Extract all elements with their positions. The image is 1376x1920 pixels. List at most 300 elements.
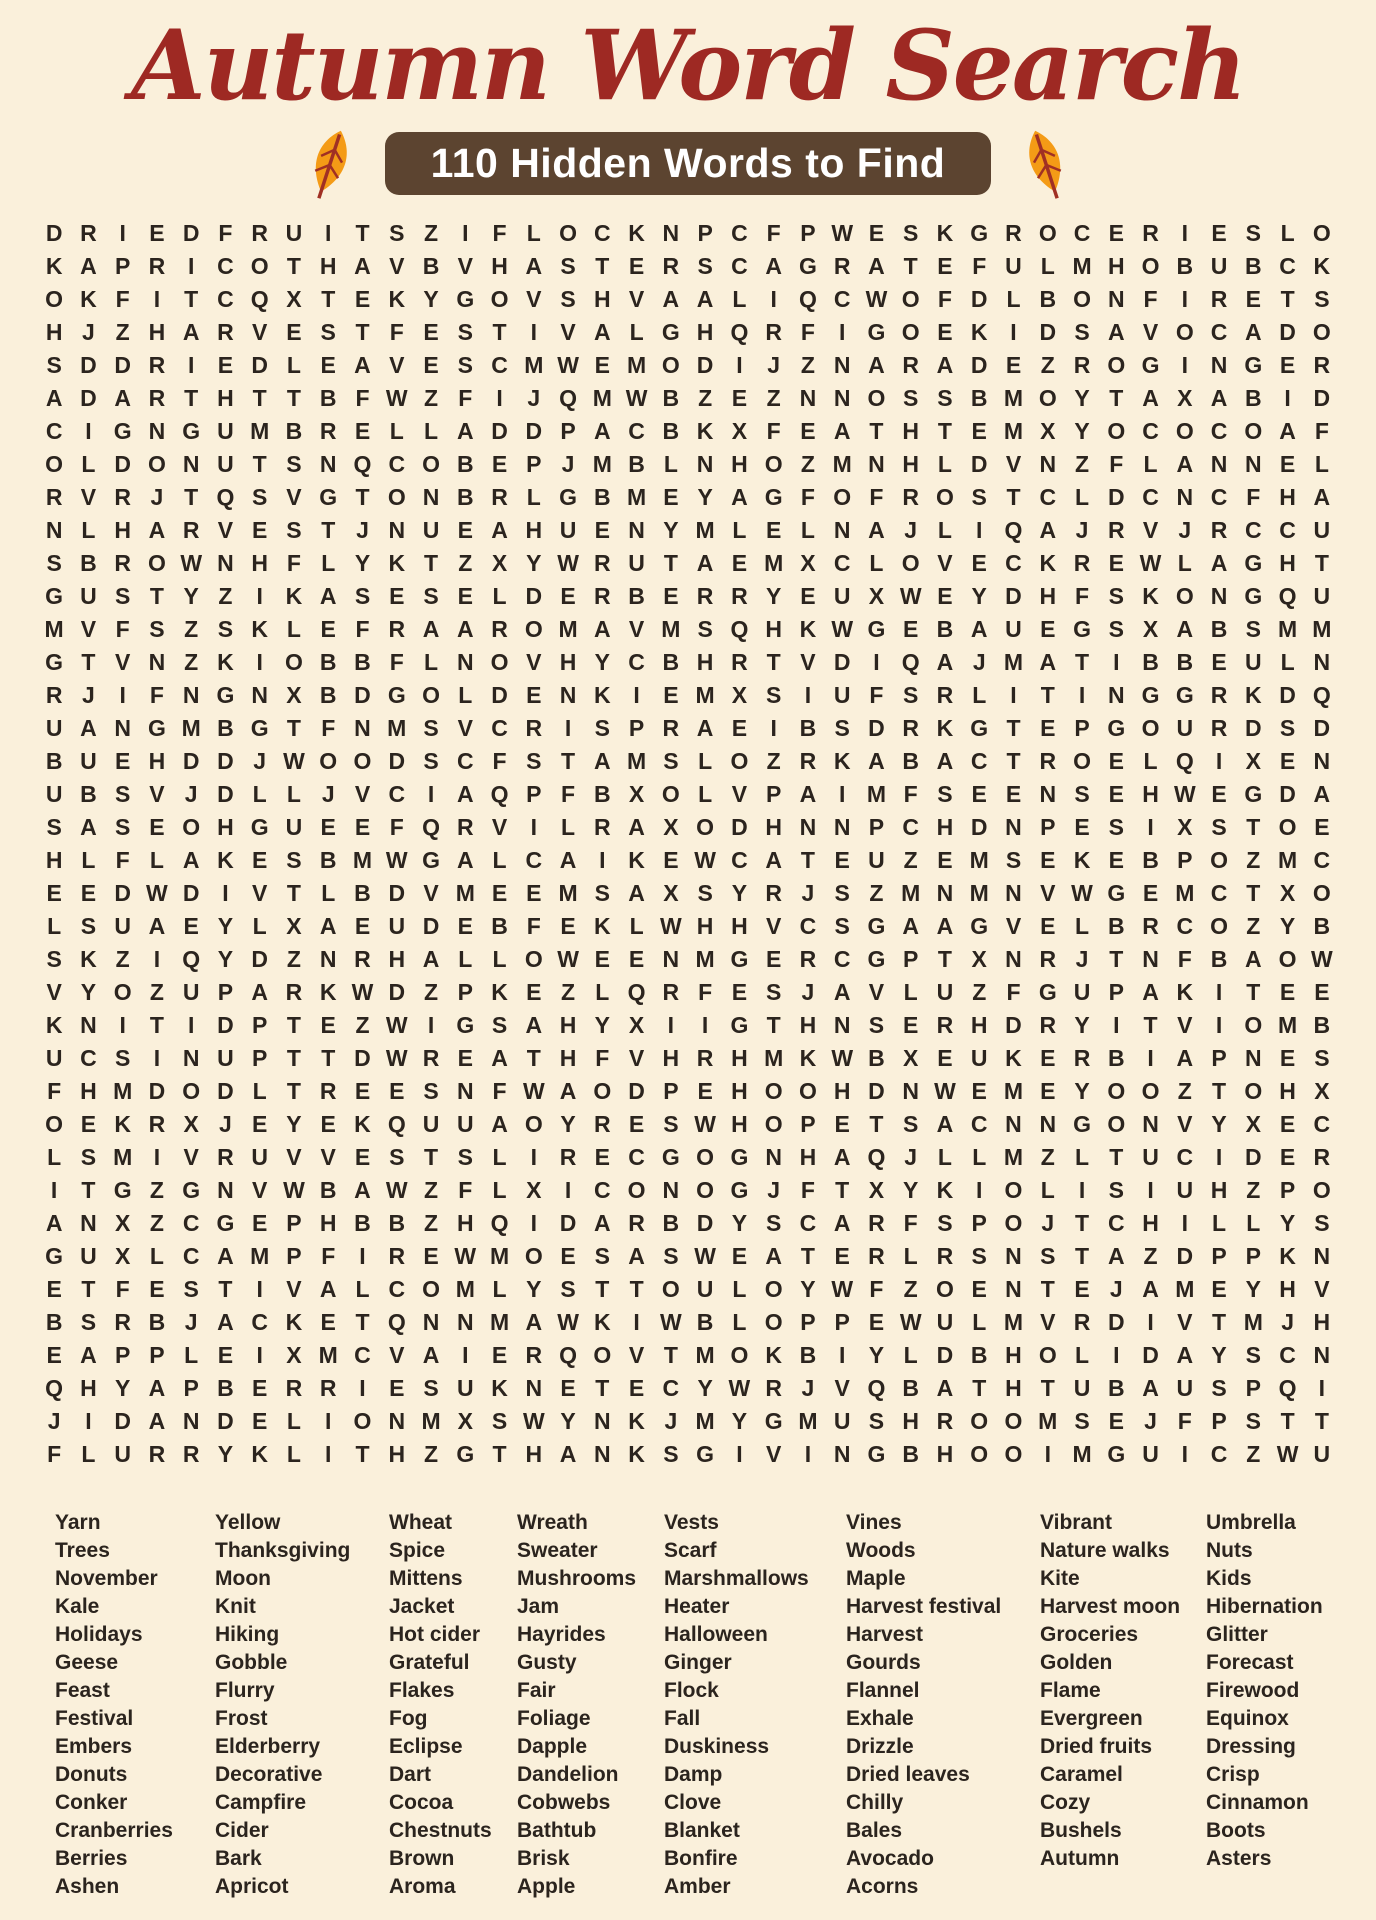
grid-cell[interactable]: S — [1108, 582, 1124, 609]
grid-cell[interactable]: N — [1005, 813, 1022, 840]
grid-cell[interactable]: E — [1314, 813, 1330, 840]
grid-cell[interactable]: X — [1142, 615, 1159, 642]
grid-cell[interactable]: T — [286, 1011, 301, 1038]
grid-cell[interactable]: Z — [1074, 450, 1090, 477]
grid-cell[interactable]: H — [902, 1407, 920, 1434]
grid-cell[interactable]: F — [1177, 945, 1192, 972]
grid-cell[interactable]: U — [1176, 714, 1194, 741]
grid-cell[interactable]: S — [903, 384, 919, 411]
grid-cell[interactable]: X — [1177, 813, 1193, 840]
grid-cell[interactable]: N — [765, 1143, 782, 1170]
grid-cell[interactable]: Z — [800, 450, 815, 477]
grid-cell[interactable]: O — [490, 648, 509, 675]
grid-cell[interactable]: L — [1074, 912, 1090, 939]
grid-cell[interactable]: E — [354, 813, 371, 840]
grid-cell[interactable]: B — [319, 846, 337, 873]
grid-cell[interactable]: V — [252, 1176, 268, 1203]
grid-cell[interactable]: N — [251, 681, 269, 708]
grid-cell[interactable]: R — [1142, 219, 1159, 246]
grid-cell[interactable]: T — [595, 1374, 610, 1401]
grid-cell[interactable]: K — [45, 1011, 63, 1038]
grid-cell[interactable]: E — [80, 1110, 97, 1137]
grid-cell[interactable]: O — [1141, 252, 1160, 279]
grid-cell[interactable]: H — [45, 846, 63, 873]
grid-cell[interactable]: M — [1003, 1077, 1024, 1104]
grid-cell[interactable]: D — [422, 912, 440, 939]
grid-cell[interactable]: F — [1006, 978, 1021, 1005]
grid-cell[interactable]: B — [388, 1209, 406, 1236]
grid-cell[interactable]: U — [285, 219, 303, 246]
grid-cell[interactable]: L — [81, 516, 96, 543]
grid-cell[interactable]: E — [526, 978, 542, 1005]
grid-cell[interactable]: U — [696, 1275, 714, 1302]
grid-cell[interactable]: I — [530, 813, 537, 840]
grid-cell[interactable]: T — [800, 1242, 815, 1269]
grid-cell[interactable]: D — [1279, 318, 1296, 345]
grid-cell[interactable]: M — [1038, 1407, 1058, 1434]
grid-cell[interactable]: D — [80, 384, 97, 411]
grid-cell[interactable]: N — [1005, 1242, 1022, 1269]
grid-cell[interactable]: J — [1075, 945, 1089, 972]
grid-cell[interactable]: R — [1210, 285, 1228, 312]
grid-cell[interactable]: F — [458, 1176, 473, 1203]
grid-cell[interactable]: G — [867, 318, 886, 345]
grid-cell[interactable]: D — [114, 351, 131, 378]
grid-cell[interactable]: C — [1142, 483, 1159, 510]
grid-cell[interactable]: A — [833, 417, 851, 444]
word-item[interactable]: Forecast — [1206, 1650, 1294, 1674]
grid-cell[interactable]: D — [1107, 1308, 1125, 1335]
grid-cell[interactable]: V — [731, 780, 748, 807]
grid-cell[interactable]: Q — [1312, 681, 1331, 708]
grid-cell[interactable]: Z — [218, 582, 233, 609]
grid-cell[interactable]: O — [1141, 1077, 1160, 1104]
grid-cell[interactable]: K — [765, 1341, 782, 1368]
grid-cell[interactable]: C — [628, 648, 645, 675]
grid-cell[interactable]: L — [492, 582, 507, 609]
grid-cell[interactable]: Z — [115, 945, 130, 972]
grid-cell[interactable]: I — [1010, 318, 1017, 345]
grid-cell[interactable]: B — [1142, 846, 1159, 873]
grid-cell[interactable]: O — [1141, 714, 1160, 741]
grid-cell[interactable]: E — [1108, 549, 1124, 576]
grid-cell[interactable]: R — [182, 1440, 200, 1467]
grid-cell[interactable]: V — [80, 483, 97, 510]
grid-cell[interactable]: E — [320, 813, 336, 840]
grid-cell[interactable]: J — [767, 351, 781, 378]
grid-cell[interactable]: A — [1245, 318, 1262, 345]
grid-cell[interactable]: J — [527, 384, 541, 411]
grid-cell[interactable]: P — [526, 780, 542, 807]
grid-cell[interactable]: Z — [423, 1176, 439, 1203]
grid-cell[interactable]: N — [662, 219, 680, 246]
grid-cell[interactable]: F — [355, 384, 370, 411]
grid-cell[interactable]: H — [217, 384, 234, 411]
grid-cell[interactable]: C — [217, 252, 234, 279]
grid-cell[interactable]: T — [1040, 1275, 1055, 1302]
grid-cell[interactable]: C — [1210, 1440, 1228, 1467]
word-item[interactable]: Cranberries — [55, 1818, 173, 1842]
grid-cell[interactable]: E — [663, 483, 679, 510]
grid-cell[interactable]: E — [320, 1011, 336, 1038]
grid-cell[interactable]: R — [731, 648, 748, 675]
grid-cell[interactable]: G — [867, 945, 886, 972]
grid-cell[interactable]: K — [80, 285, 97, 312]
grid-cell[interactable]: O — [593, 1341, 612, 1368]
grid-cell[interactable]: Y — [800, 1275, 816, 1302]
grid-cell[interactable]: W — [660, 1308, 682, 1335]
grid-cell[interactable]: Z — [1040, 1143, 1055, 1170]
grid-cell[interactable]: K — [319, 978, 337, 1005]
grid-cell[interactable]: U — [45, 1044, 63, 1071]
grid-cell[interactable]: P — [1245, 1242, 1261, 1269]
grid-cell[interactable]: O — [936, 483, 954, 510]
grid-cell[interactable]: I — [1113, 648, 1120, 675]
word-item[interactable]: Acorns — [846, 1874, 919, 1898]
grid-cell[interactable]: Z — [423, 978, 439, 1005]
grid-cell[interactable]: W — [1276, 1440, 1299, 1467]
grid-cell[interactable]: L — [1006, 285, 1021, 312]
grid-cell[interactable]: D — [388, 978, 406, 1005]
grid-cell[interactable]: W — [899, 1308, 922, 1335]
grid-cell[interactable]: S — [1074, 1407, 1090, 1434]
grid-cell[interactable]: D — [868, 1077, 885, 1104]
grid-cell[interactable]: I — [530, 1143, 537, 1170]
grid-cell[interactable]: R — [491, 483, 508, 510]
grid-cell[interactable]: R — [1313, 351, 1331, 378]
grid-cell[interactable]: G — [456, 1011, 475, 1038]
grid-cell[interactable]: I — [153, 1044, 161, 1071]
grid-cell[interactable]: N — [799, 813, 817, 840]
word-item[interactable]: Nature walks — [1040, 1538, 1170, 1562]
grid-cell[interactable]: A — [696, 714, 714, 741]
grid-cell[interactable]: Y — [697, 1374, 713, 1401]
grid-cell[interactable]: F — [526, 912, 541, 939]
grid-cell[interactable]: Q — [1278, 582, 1297, 609]
grid-cell[interactable]: N — [1039, 450, 1057, 477]
grid-cell[interactable]: D — [354, 1044, 371, 1071]
grid-cell[interactable]: B — [1210, 615, 1228, 642]
grid-cell[interactable]: K — [354, 1110, 371, 1137]
grid-cell[interactable]: I — [873, 648, 880, 675]
grid-cell[interactable]: O — [1004, 1176, 1023, 1203]
grid-cell[interactable]: H — [45, 318, 63, 345]
grid-cell[interactable]: E — [937, 318, 953, 345]
grid-cell[interactable]: W — [351, 978, 374, 1005]
grid-cell[interactable]: A — [559, 846, 577, 873]
grid-cell[interactable]: H — [525, 1440, 543, 1467]
grid-cell[interactable]: M — [318, 1341, 338, 1368]
grid-cell[interactable]: F — [800, 1176, 815, 1203]
grid-cell[interactable]: S — [560, 1275, 576, 1302]
grid-cell[interactable]: Y — [1279, 1209, 1296, 1236]
grid-cell[interactable]: Q — [45, 1374, 64, 1401]
word-item[interactable]: Hot cider — [389, 1622, 481, 1646]
grid-cell[interactable]: B — [662, 417, 680, 444]
grid-cell[interactable]: S — [868, 1407, 885, 1434]
grid-cell[interactable]: H — [731, 450, 748, 477]
grid-cell[interactable]: N — [182, 1044, 200, 1071]
grid-cell[interactable]: T — [286, 252, 301, 279]
grid-cell[interactable]: O — [1244, 1011, 1263, 1038]
grid-cell[interactable]: A — [456, 615, 474, 642]
grid-cell[interactable]: O — [867, 384, 886, 411]
grid-cell[interactable]: A — [559, 1077, 577, 1104]
grid-cell[interactable]: G — [764, 1407, 783, 1434]
grid-cell[interactable]: M — [387, 714, 407, 741]
grid-cell[interactable]: I — [1113, 1011, 1120, 1038]
grid-cell[interactable]: O — [45, 450, 64, 477]
grid-cell[interactable]: A — [422, 615, 440, 642]
word-item[interactable]: Apricot — [215, 1874, 289, 1898]
grid-cell[interactable]: I — [1078, 681, 1086, 708]
grid-cell[interactable]: Q — [353, 450, 372, 477]
grid-cell[interactable]: S — [80, 1143, 97, 1170]
grid-cell[interactable]: X — [114, 1242, 131, 1269]
grid-cell[interactable]: C — [251, 1308, 269, 1335]
grid-cell[interactable]: P — [1211, 1242, 1227, 1269]
grid-cell[interactable]: Y — [183, 582, 199, 609]
grid-cell[interactable]: N — [114, 714, 131, 741]
grid-cell[interactable]: D — [354, 681, 371, 708]
grid-cell[interactable]: S — [1314, 1209, 1330, 1236]
grid-cell[interactable]: T — [561, 747, 576, 774]
grid-cell[interactable]: H — [1279, 483, 1296, 510]
grid-cell[interactable]: M — [1278, 1011, 1298, 1038]
grid-cell[interactable]: A — [970, 615, 988, 642]
grid-cell[interactable]: I — [256, 1341, 263, 1368]
grid-cell[interactable]: Z — [423, 1440, 439, 1467]
word-item[interactable]: Dried leaves — [846, 1762, 970, 1786]
grid-cell[interactable]: M — [592, 450, 612, 477]
grid-cell[interactable]: O — [730, 747, 749, 774]
grid-cell[interactable]: O — [764, 1077, 783, 1104]
grid-cell[interactable]: J — [972, 648, 986, 675]
grid-cell[interactable]: L — [732, 285, 747, 312]
grid-cell[interactable]: O — [147, 549, 166, 576]
grid-cell[interactable]: X — [1040, 417, 1056, 444]
grid-cell[interactable]: A — [1107, 1242, 1125, 1269]
grid-cell[interactable]: S — [765, 681, 782, 708]
grid-cell[interactable]: C — [1176, 912, 1194, 939]
word-item[interactable]: Equinox — [1206, 1706, 1289, 1730]
grid-cell[interactable]: E — [937, 846, 953, 873]
word-item[interactable]: Apple — [517, 1874, 576, 1898]
grid-cell[interactable]: E — [46, 1341, 62, 1368]
grid-cell[interactable]: E — [731, 978, 748, 1005]
grid-cell[interactable]: P — [286, 1209, 302, 1236]
grid-cell[interactable]: S — [594, 714, 610, 741]
grid-cell[interactable]: Y — [731, 1209, 748, 1236]
grid-cell[interactable]: Y — [765, 582, 782, 609]
grid-cell[interactable]: U — [422, 1110, 440, 1137]
grid-cell[interactable]: G — [730, 1176, 749, 1203]
grid-cell[interactable]: I — [119, 1011, 126, 1038]
grid-cell[interactable]: A — [319, 1275, 337, 1302]
grid-cell[interactable]: H — [456, 1209, 474, 1236]
grid-cell[interactable]: L — [47, 912, 62, 939]
grid-cell[interactable]: U — [936, 1308, 954, 1335]
grid-cell[interactable]: O — [696, 813, 715, 840]
grid-cell[interactable]: T — [1074, 1242, 1090, 1269]
grid-cell[interactable]: H — [696, 648, 714, 675]
grid-cell[interactable]: S — [663, 747, 679, 774]
grid-cell[interactable]: M — [1175, 1275, 1195, 1302]
grid-cell[interactable]: T — [766, 1011, 781, 1038]
grid-cell[interactable]: V — [217, 516, 234, 543]
grid-cell[interactable]: P — [765, 780, 782, 807]
word-item[interactable]: Halloween — [664, 1622, 768, 1646]
grid-cell[interactable]: I — [1318, 1374, 1326, 1401]
grid-cell[interactable]: F — [869, 1275, 884, 1302]
grid-cell[interactable]: E — [903, 1011, 919, 1038]
grid-cell[interactable]: B — [594, 780, 611, 807]
grid-cell[interactable]: G — [730, 1143, 749, 1170]
grid-cell[interactable]: R — [902, 483, 920, 510]
word-item[interactable]: Trees — [55, 1538, 110, 1562]
grid-cell[interactable]: X — [903, 1044, 919, 1071]
grid-cell[interactable]: I — [633, 681, 640, 708]
grid-cell[interactable]: V — [114, 648, 131, 675]
grid-cell[interactable]: O — [764, 450, 783, 477]
grid-cell[interactable]: E — [594, 351, 610, 378]
grid-cell[interactable]: U — [80, 582, 97, 609]
grid-cell[interactable]: A — [628, 1242, 645, 1269]
word-item[interactable]: Crisp — [1206, 1762, 1260, 1786]
grid-cell[interactable]: L — [698, 747, 713, 774]
grid-cell[interactable]: S — [1211, 813, 1227, 840]
grid-cell[interactable]: E — [628, 1374, 645, 1401]
grid-cell[interactable]: X — [491, 549, 508, 576]
grid-cell[interactable]: B — [456, 483, 474, 510]
grid-cell[interactable]: N — [319, 945, 337, 972]
grid-cell[interactable]: N — [936, 879, 954, 906]
word-item[interactable]: Hiking — [215, 1622, 280, 1646]
grid-cell[interactable]: E — [800, 582, 816, 609]
grid-cell[interactable]: K — [45, 252, 63, 279]
grid-cell[interactable]: L — [492, 1176, 507, 1203]
grid-cell[interactable]: E — [217, 1341, 234, 1368]
grid-cell[interactable]: M — [524, 351, 544, 378]
grid-cell[interactable]: Z — [1246, 1440, 1261, 1467]
grid-cell[interactable]: A — [1142, 384, 1159, 411]
grid-cell[interactable]: H — [594, 285, 611, 312]
grid-cell[interactable]: K — [833, 747, 851, 774]
word-item[interactable]: Firewood — [1206, 1678, 1300, 1702]
grid-cell[interactable]: U — [422, 516, 440, 543]
grid-cell[interactable]: A — [80, 252, 97, 279]
grid-cell[interactable]: J — [47, 1407, 61, 1434]
grid-cell[interactable]: F — [321, 1242, 336, 1269]
grid-cell[interactable]: S — [1108, 615, 1124, 642]
grid-cell[interactable]: S — [1040, 1242, 1056, 1269]
grid-cell[interactable]: J — [1109, 1275, 1123, 1302]
grid-cell[interactable]: D — [936, 1341, 954, 1368]
grid-cell[interactable]: A — [594, 1209, 611, 1236]
grid-cell[interactable]: D — [217, 1407, 234, 1434]
grid-cell[interactable]: R — [731, 582, 748, 609]
grid-cell[interactable]: Y — [1211, 1341, 1227, 1368]
grid-cell[interactable]: R — [319, 1374, 337, 1401]
grid-cell[interactable]: H — [1039, 582, 1057, 609]
grid-cell[interactable]: K — [799, 1044, 817, 1071]
grid-cell[interactable]: W — [283, 747, 305, 774]
grid-cell[interactable]: S — [663, 1440, 679, 1467]
grid-cell[interactable]: M — [421, 1407, 441, 1434]
grid-cell[interactable]: R — [456, 813, 474, 840]
grid-cell[interactable]: R — [765, 1374, 782, 1401]
grid-cell[interactable]: I — [187, 351, 195, 378]
grid-cell[interactable]: S — [560, 285, 576, 312]
grid-cell[interactable]: V — [1040, 879, 1056, 906]
grid-cell[interactable]: R — [354, 945, 371, 972]
grid-cell[interactable]: C — [217, 285, 234, 312]
grid-cell[interactable]: D — [970, 351, 988, 378]
grid-cell[interactable]: X — [731, 681, 748, 708]
grid-cell[interactable]: B — [354, 648, 371, 675]
grid-cell[interactable]: S — [423, 714, 439, 741]
grid-cell[interactable]: Z — [423, 1209, 439, 1236]
grid-cell[interactable]: T — [937, 417, 952, 444]
grid-cell[interactable]: R — [696, 582, 714, 609]
grid-cell[interactable]: B — [319, 384, 337, 411]
grid-cell[interactable]: F — [218, 219, 233, 246]
grid-cell[interactable]: X — [286, 681, 302, 708]
grid-cell[interactable]: R — [388, 615, 406, 642]
grid-cell[interactable]: I — [1147, 1308, 1154, 1335]
grid-cell[interactable]: S — [594, 1242, 610, 1269]
word-item[interactable]: Cocoa — [389, 1790, 454, 1814]
grid-cell[interactable]: F — [1177, 1407, 1192, 1434]
grid-cell[interactable]: N — [388, 516, 406, 543]
grid-cell[interactable]: N — [696, 450, 714, 477]
grid-cell[interactable]: K — [217, 846, 234, 873]
grid-cell[interactable]: H — [148, 318, 166, 345]
grid-cell[interactable]: V — [491, 813, 508, 840]
grid-cell[interactable]: M — [1278, 615, 1298, 642]
grid-cell[interactable]: Y — [560, 1110, 576, 1137]
grid-cell[interactable]: A — [80, 714, 97, 741]
grid-cell[interactable]: L — [972, 681, 987, 708]
grid-cell[interactable]: Z — [1143, 1242, 1158, 1269]
grid-cell[interactable]: K — [491, 1374, 508, 1401]
grid-cell[interactable]: P — [1040, 813, 1056, 840]
grid-cell[interactable]: L — [286, 1440, 301, 1467]
grid-cell[interactable]: L — [1177, 549, 1192, 576]
grid-cell[interactable]: F — [869, 483, 884, 510]
grid-cell[interactable]: S — [149, 615, 165, 642]
grid-cell[interactable]: M — [832, 450, 852, 477]
grid-cell[interactable]: S — [1314, 1044, 1330, 1071]
grid-cell[interactable]: P — [971, 1209, 987, 1236]
grid-cell[interactable]: F — [1074, 582, 1090, 609]
grid-cell[interactable]: H — [765, 615, 782, 642]
grid-cell[interactable]: U — [1005, 252, 1022, 279]
grid-cell[interactable]: M — [901, 879, 921, 906]
grid-cell[interactable]: I — [736, 351, 743, 378]
grid-cell[interactable]: A — [217, 1308, 234, 1335]
grid-cell[interactable]: L — [81, 1440, 96, 1467]
grid-cell[interactable]: S — [457, 1143, 473, 1170]
word-item[interactable]: Boots — [1206, 1818, 1266, 1842]
grid-cell[interactable]: L — [903, 978, 918, 1005]
grid-cell[interactable]: O — [353, 747, 372, 774]
grid-cell[interactable]: F — [903, 780, 918, 807]
word-item[interactable]: Berries — [55, 1846, 128, 1870]
grid-cell[interactable]: V — [1314, 1275, 1330, 1302]
grid-cell[interactable]: M — [489, 1242, 510, 1269]
grid-cell[interactable]: L — [184, 1341, 199, 1368]
